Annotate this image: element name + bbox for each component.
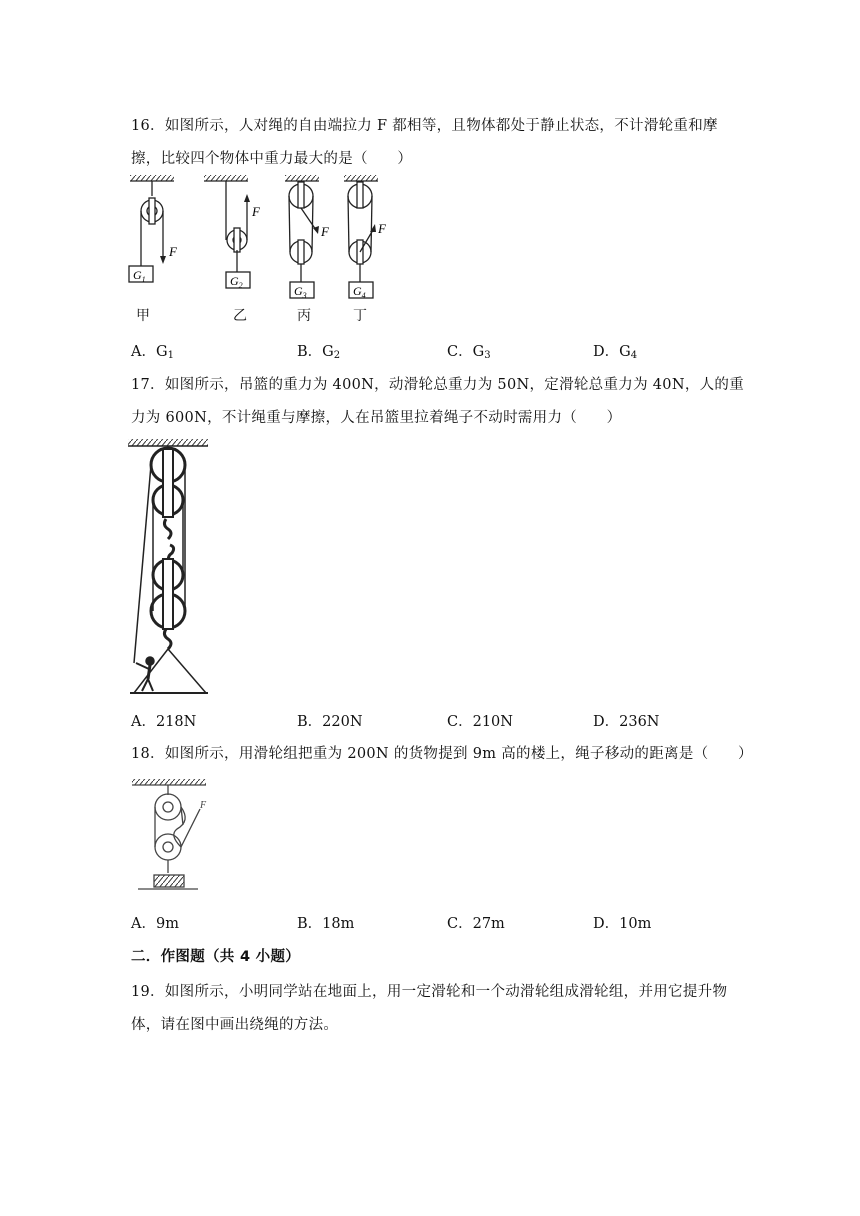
q16-pulley-figure	[120, 170, 400, 305]
q16-weight-2: $G_2$	[230, 274, 243, 290]
section2-heading: 二．作图题（共 4 小题）	[131, 949, 301, 965]
q16-pulley-b-diagram	[204, 175, 250, 288]
q17-option-c[interactable]: C．210N	[447, 714, 513, 730]
q18-option-d[interactable]: D．10m	[593, 916, 652, 932]
q16-caption-b: 乙	[233, 308, 247, 324]
q16-option-a[interactable]: A．$G_1$	[131, 344, 174, 361]
q18-option-a[interactable]: A．9m	[131, 916, 179, 932]
q16-option-c[interactable]: C．$G_3$	[447, 344, 491, 361]
q18-option-c[interactable]: C．27m	[447, 916, 505, 932]
q16-option-d[interactable]: D．$G_4$	[593, 344, 638, 361]
q16-force-label-d: F	[378, 221, 386, 236]
q16-pulley-a-diagram	[129, 175, 174, 282]
q16-option-b[interactable]: B．$G_2$	[297, 344, 341, 361]
q16-force-label-b: F	[252, 204, 260, 219]
q16-weight-4: $G_4$	[353, 284, 366, 300]
q16-force-label-c: F	[321, 224, 329, 239]
q16-pulley-c-diagram	[285, 175, 319, 298]
q18-force-label: F	[200, 800, 207, 811]
q17-option-b[interactable]: B．220N	[297, 714, 363, 730]
q16-force-label-a: F	[169, 244, 177, 259]
q16-weight-3: $G_3$	[294, 284, 307, 300]
q16-text-line2: 擦，比较四个物体中重力最大的是（ ）	[131, 151, 413, 167]
q16-caption-d: 丁	[353, 308, 367, 324]
q17-option-d[interactable]: D．236N	[593, 714, 660, 730]
q19-text-line2: 体，请在图中画出绕绳的方法。	[131, 1017, 339, 1033]
q16-weight-1: $G_1$	[133, 268, 146, 284]
q18-pulley-figure	[128, 775, 220, 897]
q17-text-line1: 17．如图所示，吊篮的重力为 400N，动滑轮总重力为 50N，定滑轮总重力为 40N，人的重	[131, 377, 745, 393]
q17-pulley-basket-figure	[126, 435, 212, 697]
q16-pulley-d-diagram	[344, 175, 378, 298]
q16-caption-c: 丙	[297, 308, 311, 324]
q18-option-b[interactable]: B．18m	[297, 916, 355, 932]
q19-text-line1: 19．如图所示，小明同学站在地面上，用一定滑轮和一个动滑轮组成滑轮组，并用它提升物	[131, 984, 728, 1000]
q17-text-line2: 力为 600N，不计绳重与摩擦，人在吊篮里拉着绳子不动时需用力（ ）	[131, 410, 622, 426]
q17-option-a[interactable]: A．218N	[131, 714, 197, 730]
q18-text-line1: 18．如图所示，用滑轮组把重为 200N 的货物提到 9m 高的楼上，绳子移动的距离是（ ）	[131, 746, 753, 762]
q16-caption-a: 甲	[136, 308, 150, 324]
q16-text-line1: 16．如图所示，人对绳的自由端拉力 F 都相等，且物体都处于静止状态，不计滑轮重和摩	[131, 118, 718, 134]
